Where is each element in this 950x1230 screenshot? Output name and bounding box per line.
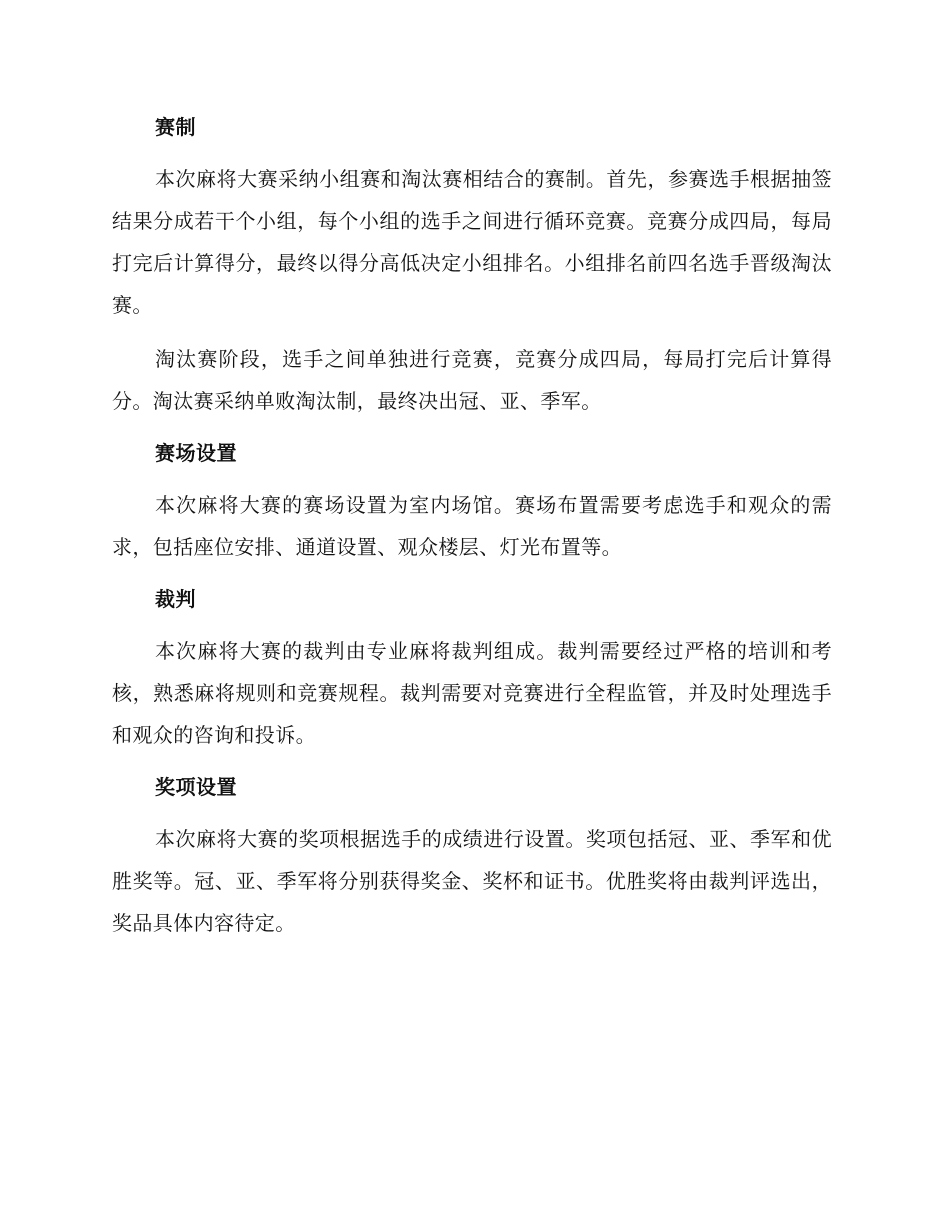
- section-paragraph: 本次麻将大赛的裁判由专业麻将裁判组成。裁判需要经过严格的培训和考核，熟悉麻将规则和竞赛规程。裁判需要对竞赛进行全程监管，并及时处理选手和观众的咨询和投诉。: [112, 639, 832, 747]
- section-heading: 赛制: [155, 115, 196, 139]
- section-heading: 奖项设置: [155, 775, 237, 799]
- section-heading: 裁判: [155, 587, 196, 611]
- section-paragraph: 本次麻将大赛采纳小组赛和淘汰赛相结合的赛制。首先，参赛选手根据抽签结果分成若干个小组，每个小组的选手之间进行循环竞赛。竞赛分成四局，每局打完后计算得分，最终以得分高低决定小组排名。小组排名前四名选手晋级淘汰赛。: [112, 167, 832, 317]
- document-page: [112, 108, 832, 956]
- section-paragraph: 本次麻将大赛的奖项根据选手的成绩进行设置。奖项包括冠、亚、季军和优胜奖等。冠、亚、季军将分别获得奖金、奖杯和证书。优胜奖将由裁判评选出，奖品具体内容待定。: [112, 827, 832, 935]
- section-heading: 赛场设置: [155, 441, 237, 465]
- section-paragraph: 淘汰赛阶段，选手之间单独进行竞赛，竞赛分成四局，每局打完后计算得分。淘汰赛采纳单败淘汰制，最终决出冠、亚、季军。: [112, 347, 832, 413]
- section-paragraph: 本次麻将大赛的赛场设置为室内场馆。赛场布置需要考虑选手和观众的需求，包括座位安排、通道设置、观众楼层、灯光布置等。: [112, 493, 832, 559]
- section-venue: [112, 434, 832, 568]
- section-referees: [112, 580, 832, 756]
- section-format: [112, 108, 832, 422]
- section-awards: [112, 768, 832, 944]
